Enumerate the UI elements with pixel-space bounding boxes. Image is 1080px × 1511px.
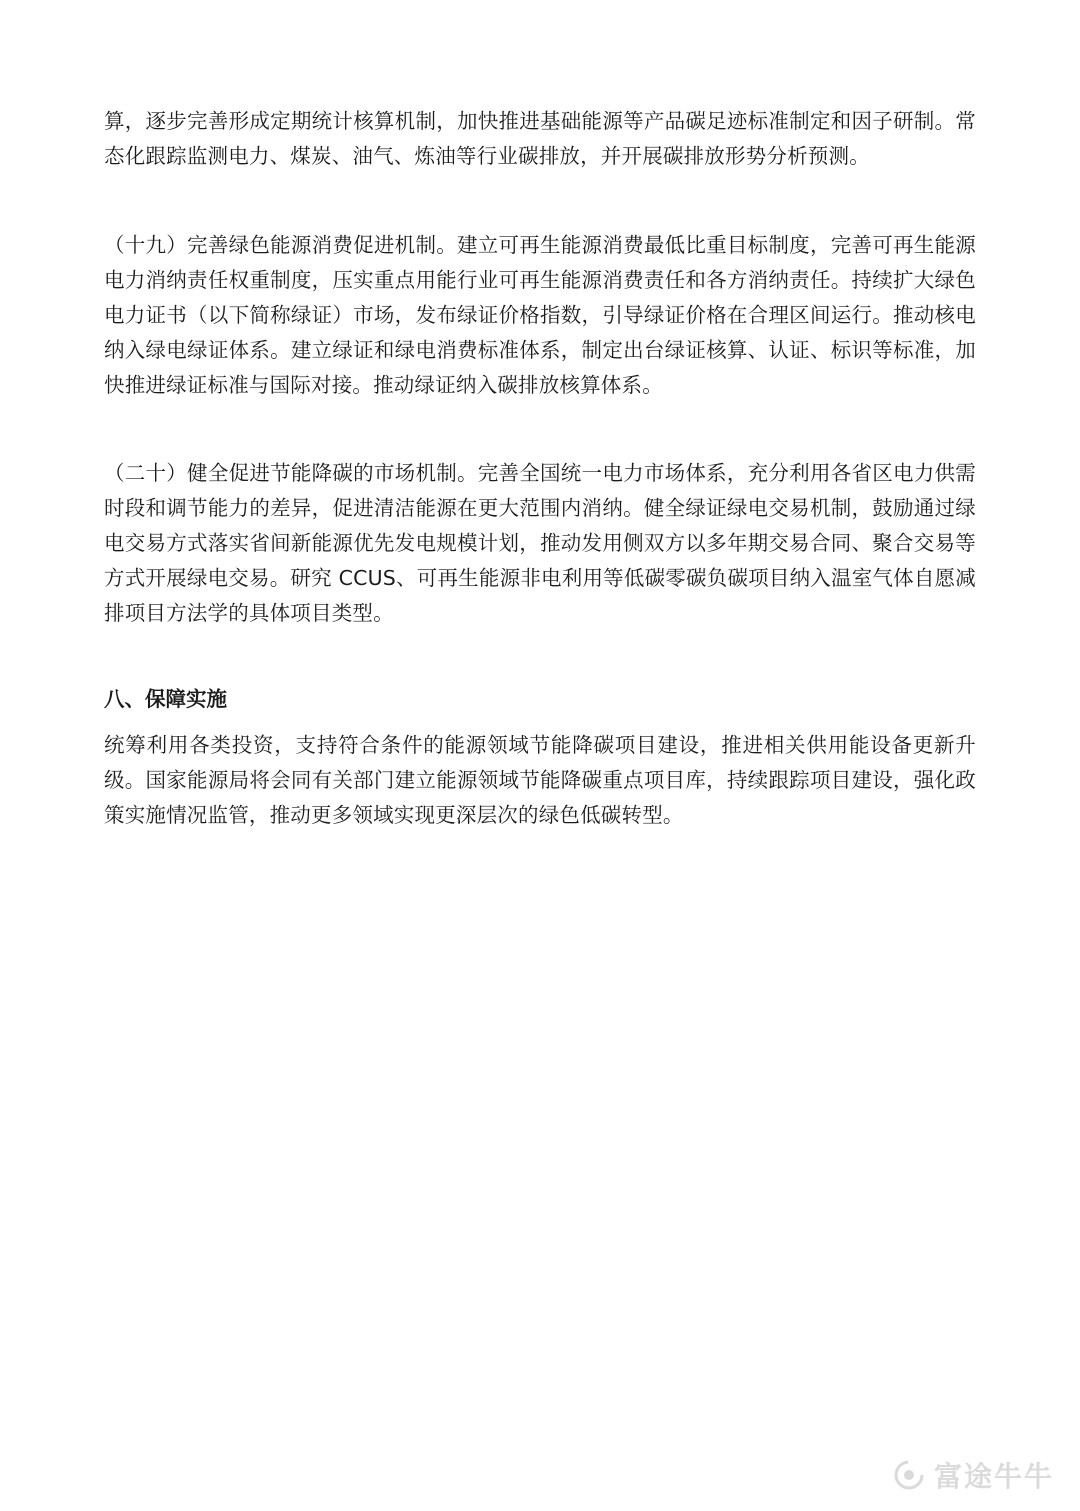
section-heading-implementation: 八、保障实施 (104, 687, 227, 711)
watermark-text: 富途牛牛 (933, 1460, 1054, 1493)
paragraph-20-market-mechanism: （二十）健全促进节能降碳的市场机制。完善全国统一电力市场体系，充分利用各省区电力供需时段和调节能力的差异，促进清洁能源在更大范围内消纳。健全绿证绿电交易机制，鼓励通过绿电交易方式落实省间新能源优先发电规模计划，推动发用侧双方以多年期交易合同、聚合交易等方式开展绿电交易。研究 CCUS、可再生能源非电利用等低碳零碳负碳项目纳入温室气体自愿减排项目方法学的具体项目类型。 (104, 461, 976, 625)
futu-logo-icon (892, 1458, 926, 1492)
watermark (892, 1455, 1054, 1495)
paragraph-19-green-energy-consumption: （十九）完善绿色能源消费促进机制。建立可再生能源消费最低比重目标制度，完善可再生能源电力消纳责任权重制度，压实重点用能行业可再生能源消费责任和各方消纳责任。持续扩大绿色电力证书（以下简称绿证）市场，发布绿证价格指数，引导绿证价格在合理区间运行。推动核电纳入绿电绿证体系。建立绿证和绿电消费标准体系，制定出台绿证核算、认证、标识等标准，加快推进绿证标准与国际对接。推动绿证纳入碳排放核算体系。 (104, 233, 976, 397)
paragraph-implementation: 统筹利用各类投资，支持符合条件的能源领域节能降碳项目建设，推进相关供用能设备更新升级。国家能源局将会同有关部门建立能源领域节能降碳重点项目库，持续跟踪项目建设，强化政策实施情况监管，推动更多领域实现更深层次的绿色低碳转型。 (104, 733, 976, 827)
paragraph-carbon-accounting: 算，逐步完善形成定期统计核算机制，加快推进基础能源等产品碳足迹标准制定和因子研制。常态化跟踪监测电力、煤炭、油气、炼油等行业碳排放，并开展碳排放形势分析预测。 (104, 109, 976, 168)
